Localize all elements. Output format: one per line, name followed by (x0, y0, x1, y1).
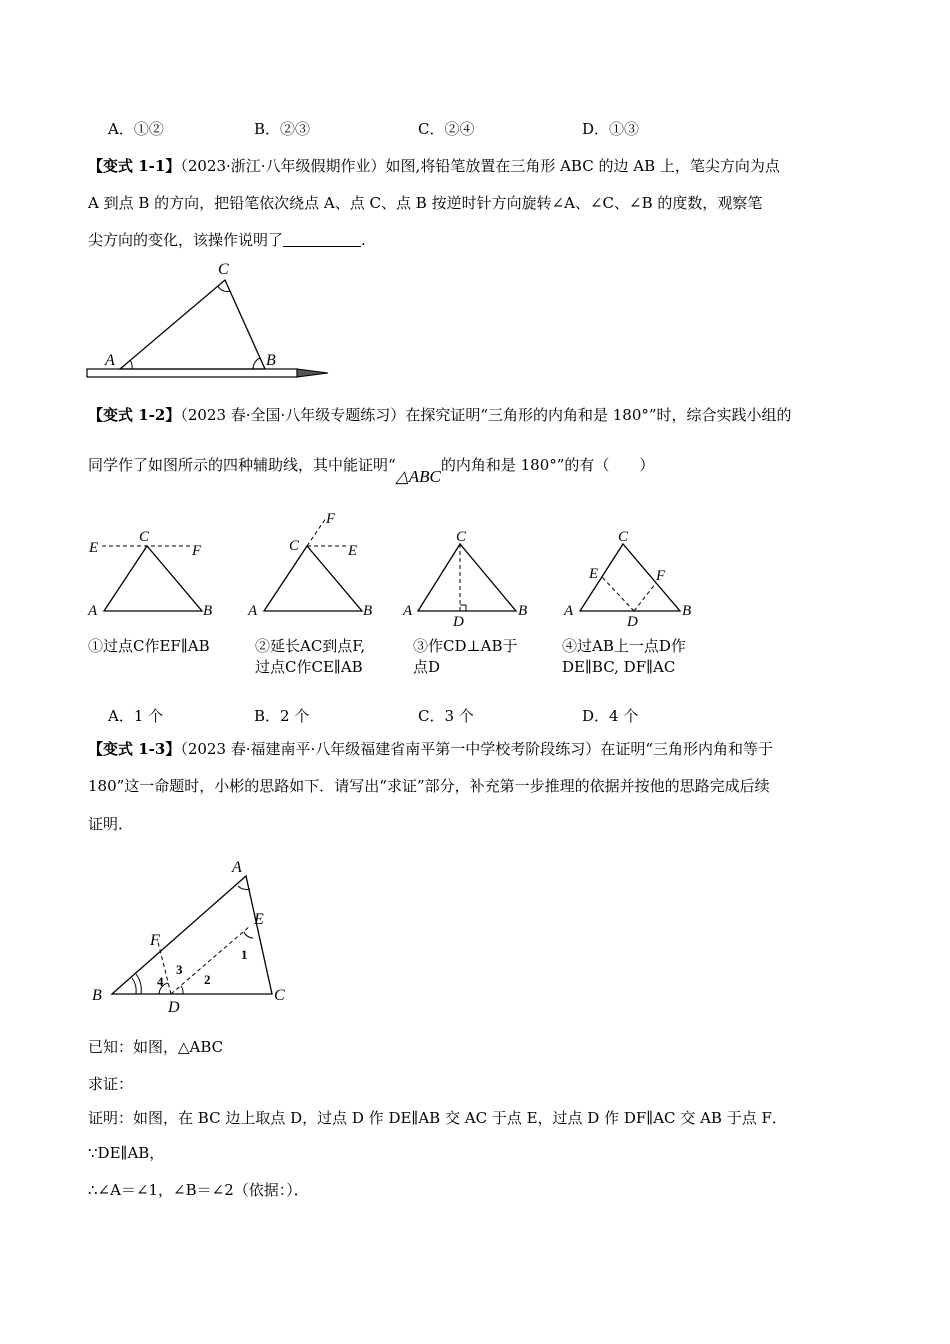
fig4-caption-line2: DE∥BC, DF∥AC (562, 658, 676, 676)
q12-text2-end: 的内角和是 180°”的有（ ） (440, 456, 655, 474)
q13-line1 (88, 739, 773, 759)
figure-2-extend-ac (244, 510, 384, 623)
svg-text:A: A (88, 603, 98, 619)
svg-text:4: 4 (157, 974, 164, 989)
q11-text1: 如图,将铅笔放置在三角形 ABC 的边 AB 上，笔尖方向为点 (385, 157, 780, 175)
q12-option-d: D．4 个 (582, 707, 639, 725)
angle-mark-b (253, 358, 260, 369)
svg-text:E: E (589, 566, 599, 582)
q12-source: （2023 春·全国·八年级专题练习） (180, 406, 406, 424)
q12-option-b: B．2 个 (254, 707, 310, 725)
fig3-caption-line2: 点D (413, 658, 441, 676)
svg-text:A: A (248, 603, 258, 619)
label-a: A (105, 352, 115, 369)
q11-line2: A 到点 B 的方向，把铅笔依次绕点 A、点 C、点 B 按逆时针方向旋转∠A、∠C、∠B 的度数，观察笔 (88, 194, 763, 212)
option-c: C．②④ (418, 120, 475, 138)
svg-text:B: B (518, 603, 528, 619)
svg-text:F: F (150, 932, 160, 949)
svg-text:F: F (192, 543, 202, 559)
option-a: A．①② (108, 120, 164, 138)
svg-text:C: C (139, 529, 150, 545)
q12-option-c: C．3 个 (418, 707, 474, 725)
q11-line3 (88, 230, 366, 250)
svg-text:1: 1 (241, 947, 248, 962)
q12-tag: 【变式 1-2】 (88, 406, 181, 424)
figure-proof-triangle (86, 852, 296, 1018)
q11-text3: 尖方向的变化，该操作说明了 (88, 231, 284, 249)
q12-line1 (88, 405, 792, 425)
figure-pencil-triangle (80, 258, 340, 388)
q12-text2: 同学作了如图所示的四种辅助线，其中能证明“ (88, 456, 396, 474)
svg-text:F: F (326, 511, 336, 527)
svg-text:B: B (92, 987, 102, 1004)
given-line: 已知：如图，△ABC (88, 1038, 224, 1056)
svg-text:D: D (453, 614, 464, 628)
q11-tag: 【变式 1-1】 (88, 157, 181, 175)
fig2-caption-line2: 过点C作CE∥AB (255, 658, 363, 676)
svg-text:B: B (682, 603, 692, 619)
svg-text:C: C (618, 529, 629, 545)
q11-source: （2023·浙江·八年级假期作业） (180, 157, 386, 175)
figure-4-two-parallels (560, 528, 700, 628)
q13-line2: 180”这一命题时，小彬的思路如下．请写出“求证”部分，补充第一步推理的依据并按他的思路完成后续 (88, 777, 770, 795)
q13-source: （2023 春·福建南平·八年级福建省南平第一中学校考阶段练习） (180, 740, 601, 758)
svg-text:E: E (89, 540, 99, 556)
svg-text:C: C (456, 529, 467, 545)
answer-blank (283, 232, 361, 247)
q13-line3: 证明． (88, 815, 134, 833)
svg-text:2: 2 (204, 972, 211, 987)
label-b: B (266, 352, 276, 369)
angle-mark-a (130, 360, 132, 369)
proof-line1: 证明：如图，在 BC 边上取点 D，过点 D 作 DE∥AB 交 AC 于点 E，过点 D 作 DF∥AC 交 AB 于点 F． (88, 1109, 787, 1127)
label-c: C (218, 261, 229, 278)
svg-text:E: E (254, 911, 264, 928)
q12-text1: 在探究证明“三角形的内角和是 180°”时，综合实践小组的 (405, 406, 792, 424)
q12-line2 (88, 455, 655, 486)
fig4-caption-line1: ④过AB上一点D作 (562, 637, 686, 655)
svg-text:3: 3 (176, 962, 183, 977)
q13-text1: 在证明“三角形内角和等于 (600, 740, 773, 758)
svg-text:B: B (203, 603, 213, 619)
svg-text:A: A (403, 603, 413, 619)
option-d: D．①③ (582, 120, 640, 138)
q13-tag: 【变式 1-3】 (88, 740, 181, 758)
figure-1-ef-parallel (84, 528, 224, 623)
figure-3-altitude (400, 528, 540, 628)
q11-text3-end: . (361, 231, 366, 249)
svg-text:E: E (348, 543, 358, 559)
fig3-caption-line1: ③作CD⊥AB于 (413, 637, 518, 655)
q12-triangle-abc: △ABC (395, 467, 441, 486)
fig2-caption-line1: ②延长AC到点F, (255, 637, 366, 655)
q12-option-a: A．1 个 (108, 707, 164, 725)
svg-text:B: B (363, 603, 373, 619)
pencil-body (87, 369, 297, 377)
svg-text:A: A (232, 859, 242, 876)
svg-text:D: D (168, 999, 180, 1016)
pencil-tip (297, 369, 328, 377)
svg-text:D: D (627, 614, 638, 628)
triangle-abc (120, 280, 265, 369)
svg-text:F: F (656, 568, 666, 584)
option-b: B．②③ (254, 120, 311, 138)
proof-line3: ∴∠A＝∠1，∠B＝∠2（依据：）． (88, 1181, 309, 1199)
svg-text:C: C (289, 538, 300, 554)
q11-line1 (88, 156, 780, 176)
fig1-caption: ①过点C作EF∥AB (88, 637, 210, 655)
svg-text:C: C (274, 987, 285, 1004)
svg-text:A: A (564, 603, 574, 619)
proof-line2: ∵DE∥AB， (88, 1144, 165, 1162)
prove-line: 求证： (88, 1075, 134, 1093)
